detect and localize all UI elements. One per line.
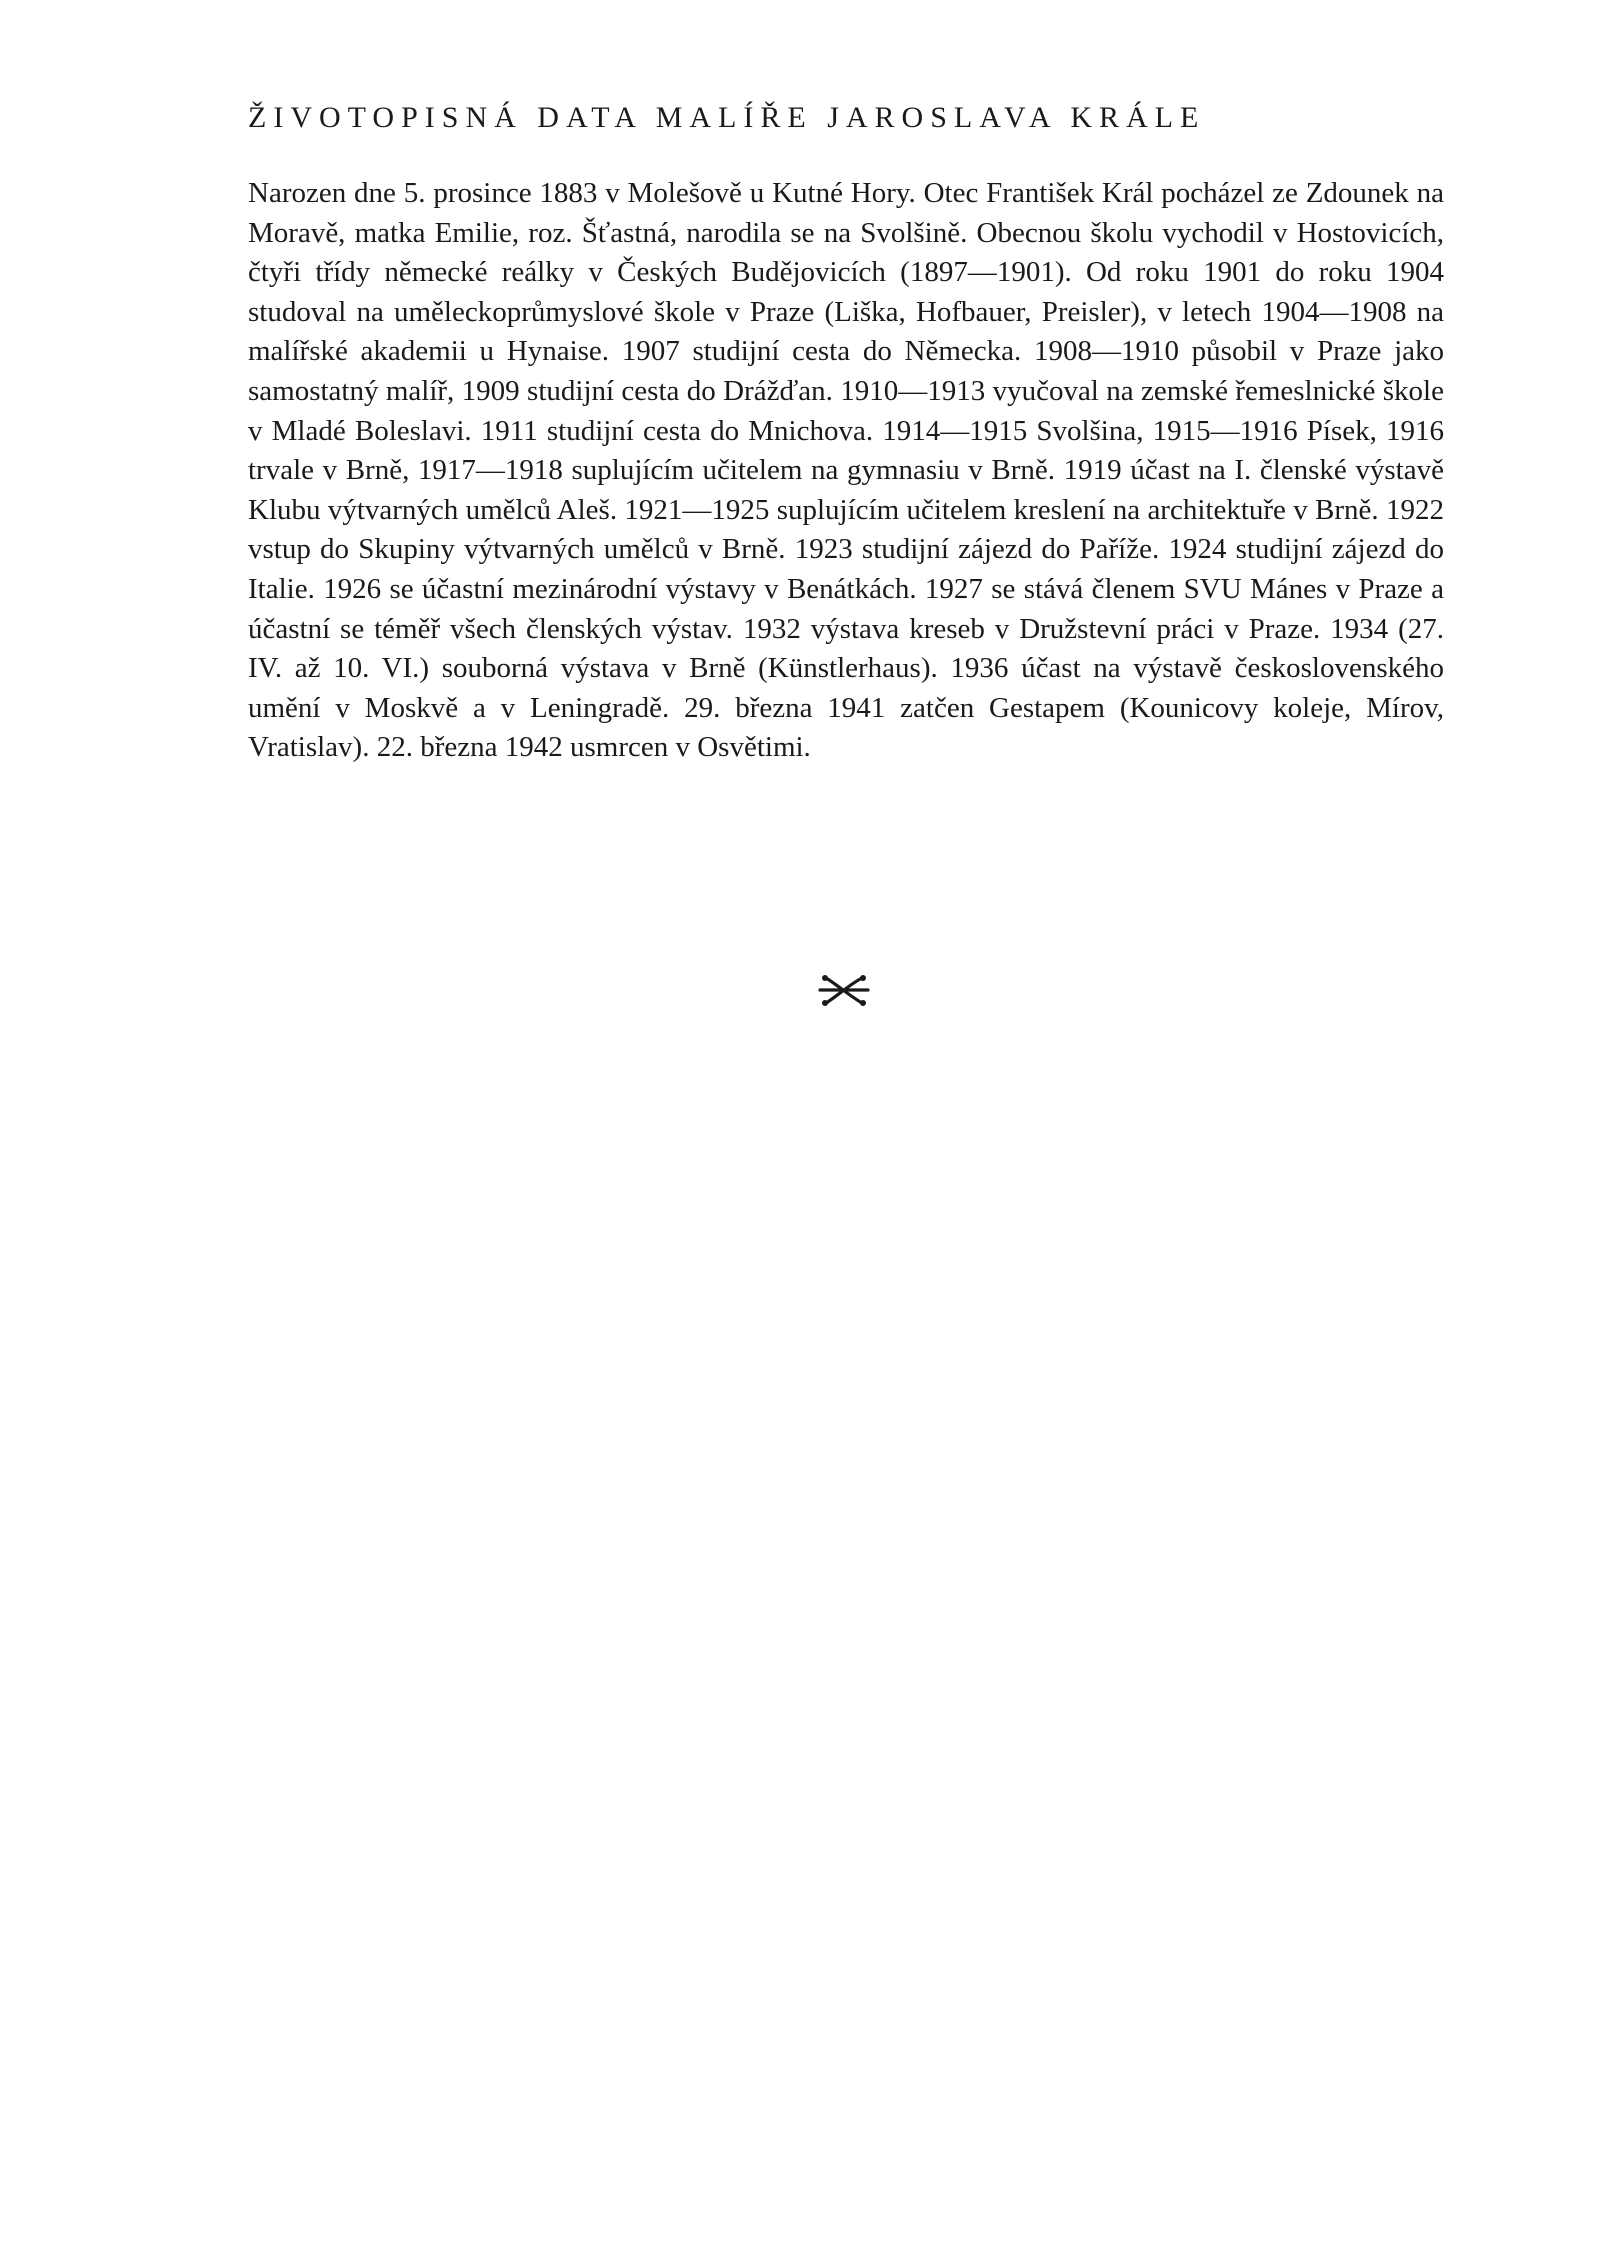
page-title: ŽIVOTOPISNÁ DATA MALÍŘE JAROSLAVA KRÁLE xyxy=(248,101,1206,134)
biography-paragraph: Narozen dne 5. prosince 1883 v Molešově u Kutné Hory. Otec František Král pocházel ze Zdounek na Moravě, matka Emilie, roz. Šťastná, narodila se na Svolšině. Obecnou školu vychodil v Hostovicích, čtyři třídy německé reálky v Českých Budějovicích (1897—1901). Od roku 1901 do roku 1904 studoval na uměleckoprůmyslové škole v Praze (Liška, Hofbauer, Preisler), v letech 1904—1908 na malířské akademii u Hynaise. 1907 studijní cesta do Německa. 1908—1910 působil v Praze jako samostatný malíř, 1909 studijní cesta do Drážďan. 1910—1913 vyučoval na zemské řemeslnické škole v Mladé Boleslavi. 1911 studijní cesta do Mnichova. 1914—1915 Svolšina, 1915—1916 Písek, 1916 trvale v Brně, 1917—1918 suplujícím učitelem na gymnasiu v Brně. 1919 účast na I. členské výstavě Klubu výtvarných umělců Aleš. 1921—1925 suplujícím učitelem kreslení na architektuře v Brně. 1922 vstup do Skupiny výtvarných umělců v Brně. 1923 studijní zájezd do Paříže. 1924 studijní zájezd do Italie. 1926 se účastní mezinárodní výstavy v Benátkách. 1927 se stává členem SVU Mánes v Praze a účastní se téměř všech členských výstav. 1932 výstava kreseb v Družstevní práci v Praze. 1934 (27. IV. až 10. VI.) souborná výstava v Brně (Künstlerhaus). 1936 účast na výstavě československého umění v Moskvě a v Leningradě. 29. března 1941 zatčen Gestapem (Kounicovy koleje, Mírov, Vratislav). 22. března 1942 usmrcen v Osvětimi. xyxy=(248,177,1444,764)
floral-ornament-icon xyxy=(816,970,872,1010)
